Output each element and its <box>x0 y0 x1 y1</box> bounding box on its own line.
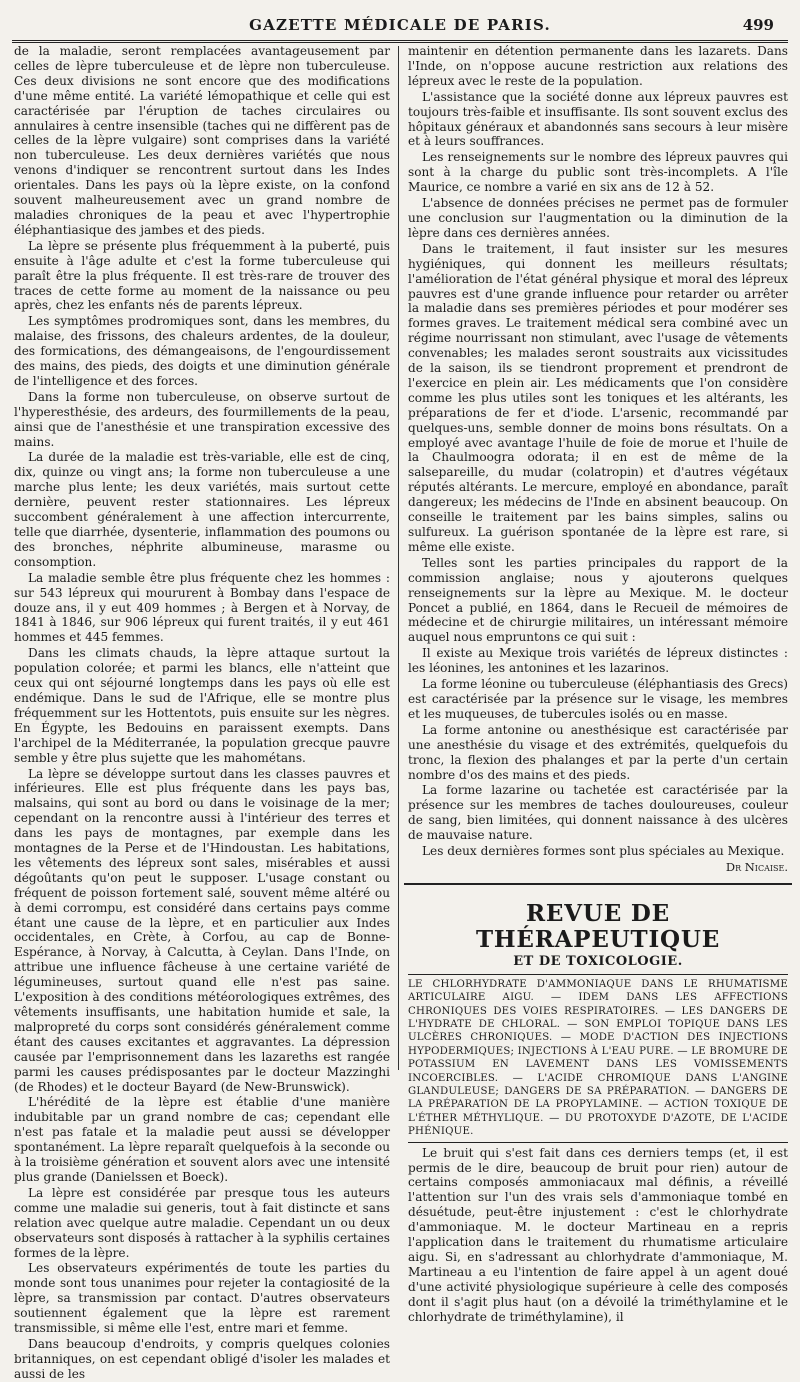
paragraph: La lèpre se présente plus fréquemment à la puberté, puis ensuite à l'âge adulte et c'est la forme tuberculeuse qui paraît être la plus fréquente. Il est très-rare de trouver des traces de cette forme au moment de la naissance ou peu après, chez les enfants nés de parents lépreux. <box>14 238 390 313</box>
paragraph: Dans beaucoup d'endroits, y compris quelques colonies britanniques, on est cependant obligé d'isoler les malades et aussi de les <box>14 1336 390 1381</box>
paragraph: de la maladie, seront remplacées avantageusement par celles de lèpre tuberculeuse et de lèpre non tuberculeuse. Ces deux divisions ne sont encore que des modifications d'une même entité. La variété lémopathique et celle qui est caractérisée par l'éruption de taches circulaires ou annulaires à centre insensible (taches qui ne diffèrent pas de celles de la lèpre vulgaire) sont comprises dans la variété non tuberculeuse. Les deux dernières variétés que nous venons d'indiquer se rencontrent surtout dans les Indes orientales. Dans les pays où la lèpre existe, on la confond souvent malheureusement avec un grand nombre de maladies chroniques de la peau et avec l'hypertrophie éléphantiasique des jambes et des pieds. <box>14 44 390 237</box>
paragraph: La lèpre est considérée par presque tous les auteurs comme une maladie sui generis, tout à fait distincte et sans relation avec quelque autre maladie. Cependant un ou deux observateurs sont disposés à rattacher à la syphilis certaines formes de la lèpre. <box>14 1185 390 1260</box>
paragraph: Les deux dernières formes sont plus spéciales au Mexique. <box>422 844 785 859</box>
summary-rule <box>408 974 788 975</box>
journal-title: GAZETTE MÉDICALE DE PARIS. <box>249 16 551 34</box>
paragraph: L'hérédité de la lèpre est établie d'une manière indubitable par un grand nombre de cas; cependant elle n'est pas fatale et la maladie peut aussi se développer spontanément. La lèpre reparaît quelquefois à la seconde ou à la troisième génération et souvent alors avec une intensité plus grande (Danielssen et Boeck). <box>14 1095 390 1184</box>
section-summary: LE CHLORHYDRATE D'AMMONIAQUE DANS LE RHUMATISME ARTICULAIRE AIGU. — IDEM DANS LES AFFECTIONS CHRONIQUES DES VOIES RESPIRATOIRES. — LES DANGERS DE L'HYDRATE DE CHLORAL. — SON EMPLOI TOPIQUE DANS LES ULCÈRES CHRONIQUES. — MODE D'ACTION DES INJECTIONS HYPODERMIQUES; INJECTIONS À L'EAU PURE. — LE BROMURE DE POTASSIUM EN LAVEMENT DANS LES VOMISSEMENTS INCOERCIBLES. — L'ACIDE CHROMIQUE DANS L'ANGINE GLANDULEUSE; DANGERS DE SA PRÉPARATION. — DANGERS DE LA PRÉPARATION DE LA PROPYLAMINE. — ACTION TOXIQUE DE L'ÉTHER MÉTHYLIQUE. — DU PROTOXYDE D'AZOTE, DE L'ACIDE PHÉNIQUE. <box>408 978 788 1138</box>
paragraph: Les observateurs expérimentés de toute les parties du monde sont tous unanimes pour rejeter la contagiosité de la lèpre, sa transmission par contact. D'autres observateurs soutiennent également que la lèpre est rarement transmissible, si même elle l'est, entre mari et femme. <box>14 1261 390 1336</box>
page-number: 499 <box>742 16 774 34</box>
paragraph: Le bruit qui s'est fait dans ces derniers temps (et, il est permis de le dire, beaucoup de bruit pour rien) autour de certains composés ammoniacaux mal définis, a réveillé l'attention sur l'un des vrais sels d'ammoniaque tombé en désuétude, peut-être injustement : c'est le chlorhydrate d'ammoniaque. M. le docteur Martineau en a repris l'application dans le traitement du rhumatisme articulaire aigu. Si, en s'adressant au chlorhydrate d'ammoniaque, M. Martineau a eu l'intention de faire appel à un agent doué d'une activité physiologique supérieure à celle des composés dont il s'agit plus haut (on a dévoilé la triméthylamine et le chlorhydrate de triméthylamine), il <box>408 1145 788 1324</box>
paragraph: Telles sont les parties principales du rapport de la commission anglaise; nous y ajouterons quelques renseignements sur la lèpre au Mexique. M. le docteur Poncet a publié, en 1864, dans le Recueil de mémoires de médecine et de chirurgie militaires, un intéressant mémoire auquel nous empruntons ce qui suit : <box>408 555 788 645</box>
paragraph: La lèpre se développe surtout dans les classes pauvres et inférieures. Elle est plus fréquente dans les pays bas, malsains, qui sont au bord ou dans le voisinage de la mer; cependant on la rencontre aussi à l'intérieur des terres et dans les pays de montagnes, par exemple dans les montagnes de la Perse et de l'Hindoustan. Les habitations, les vêtements des lépreux sont sales, misérables et aussi dégoûtants qu'on peut le supposer. L'usage constant ou fréquent de poisson fortement salé, souvent même altéré ou à demi corrompu, est considéré dans certains pays comme étant une cause de la lèpre, et en particulier aux Indes occidentales, en Crète, à Corfou, au cap de Bonne-Espérance, à Norvay, à Calcutta, à Ceylan. Dans l'Inde, on attribue une influence fâcheuse à une certaine variété de légumineuses, surtout quand elle n'est pas saine. L'exposition à des conditions météorologiques extrêmes, des vêtements insuffisants, une habitation humide et sale, la malpropreté du corps sont considérés généralement comme étant des causes excitantes et aggravantes. La dépression causée par l'emprisonnement dans les lazareths est rangée parmi les causes prédisposantes par le docteur Mazzinghi (de Rhodes) et le docteur Bayard (de New-Brunswick). <box>14 766 390 1094</box>
paragraph: L'absence de données précises ne permet pas de formuler une conclusion sur l'augmentation ou la diminution de la lèpre dans ces dernières années. <box>408 196 788 240</box>
paragraph: Il existe au Mexique trois variétés de lépreux distinctes : les léonines, les antonines et les lazarinos. <box>408 646 788 676</box>
paragraph: La durée de la maladie est très-variable, elle est de cinq, dix, quinze ou vingt ans; la forme non tuberculeuse a une marche plus lente; les deux variétés, mais surtout cette dernière, peuvent rester stationnaires. Les lépreux succombent généralement à une affection intercurrente, telle que diarrhée, dysenterie, inflammation des poumons ou des bronches, néphrite albumineuse, marasme ou consomption. <box>14 450 390 569</box>
paragraph: Dans la forme non tuberculeuse, on observe surtout de l'hyperesthésie, des ardeurs, des fourmillements de la peau, ainsi que de l'anesthésie et une transpiration excessive des mains. <box>14 389 390 449</box>
paragraph: maintenir en détention permanente dans les lazarets. Dans l'Inde, on n'oppose aucune restriction aux relations des lépreux avec le reste de la population. <box>408 44 788 88</box>
paragraph: Les symptômes prodromiques sont, dans les membres, du malaise, des frissons, des chaleurs ardentes, de la douleur, des formications, des démangeaisons, de l'engourdissement des mains, des pieds, des doigts et une diminution générale de l'intelligence et des forces. <box>14 314 390 388</box>
paragraph: La forme antonine ou anesthésique est caractérisée par une anesthésie du visage et des extrémités, quelquefois du tronc, la flexion des phalanges et par la perte d'un certain nombre d'os des mains et des pieds. <box>408 722 788 782</box>
paragraph: Dans le traitement, il faut insister sur les mesures hygiéniques, qui donnent les meilleurs résultats; l'amélioration de l'état général physique et moral des lépreux pauvres est d'une grande influence pour retarder ou arrêter la maladie dans ses premières périodes et pour modérer ses formes graves. Le traitement médical sera combiné avec un régime nourrissant non stimulant, avec l'usage de vêtements convenables; les malades seront soustraits aux vicissitudes de la saison, ils se tiendront proprement et prendront de l'exercice en plein air. Les médicaments que l'on considère comme les plus utiles sont les toniques et les altérants, les préparations de fer et d'iode. L'arsenic, recommandé par quelques-uns, semble donner de moins bons résultats. On a employé avec avantage l'huile de foie de morue et l'huile de la Chaulmoogra odorata; il en est de même de la salsepareille, du mudar (colatropin) et d'autres végétaux réputés altérants. Le mercure, employé en abondance, paraît dangereux; les médecins de l'Inde en absinent beaucoup. On conseille le traitement par les bains simples, salins ou sulfureux. La guérison spontanée de la lèpre est rare, si même elle existe. <box>408 241 788 554</box>
author-signature: Dr Nicaise. <box>725 859 788 874</box>
paragraph: La forme lazarine ou tachetée est caractérisée par la présence sur les membres de taches douloureuses, couleur de sang, bien limitées, qui donnent naissance à des ulcères de mauvaise nature. <box>408 783 788 843</box>
paragraph: Les renseignements sur le nombre des lépreux pauvres qui sont à la charge du public sont très-incomplets. A l'île Maurice, ce nombre a varié en six ans de 12 à 52. <box>408 150 788 195</box>
paragraph: Dans les climats chauds, la lèpre attaque surtout la population colorée; et parmi les blancs, elle n'atteint que ceux qui ont séjourné longtemps dans les pays où elle est endémique. Dans le sud de l'Afrique, elle se montre plus fréquemment sur les Hottentots, puis ensuite sur les nègres. En Égypte, les Bedouins en paraissent exempts. Dans l'archipel de la Méditerranée, la population grecque pauvre semble y être plus sujette que les mahométans. <box>14 646 390 765</box>
column-divider <box>398 46 399 1070</box>
header-rule <box>12 40 788 43</box>
section-subtitle: ET DE TOXICOLOGIE. <box>513 953 683 969</box>
paragraph: La forme léonine ou tuberculeuse (éléphantiasis des Grecs) est caractérisée par la présence sur le visage, les membres et les muqueuses, de tubercules isolés ou en masse. <box>408 677 788 721</box>
section-separator <box>404 883 792 885</box>
summary-rule <box>408 1142 788 1143</box>
right-column <box>408 44 788 1324</box>
page-header <box>0 12 800 38</box>
paragraph: La maladie semble être plus fréquente chez les hommes : sur 543 lépreux qui moururent à Bombay dans l'espace de douze ans, il y eut 409 hommes ; à Bergen et à Norvay, de 1841 à 1846, sur 906 lépreux qui furent traités, il y eut 461 hommes et 445 femmes. <box>14 570 390 645</box>
left-column <box>14 44 390 1381</box>
paragraph: L'assistance que la société donne aux lépreux pauvres est toujours très-faible et insuffisante. Ils sont souvent exclus des hôpitaux généraux et abandonnés sans secours à leur misère et à leurs souffrances. <box>408 89 788 149</box>
section-title: REVUE DE THÉRAPEUTIQUE <box>475 899 721 953</box>
